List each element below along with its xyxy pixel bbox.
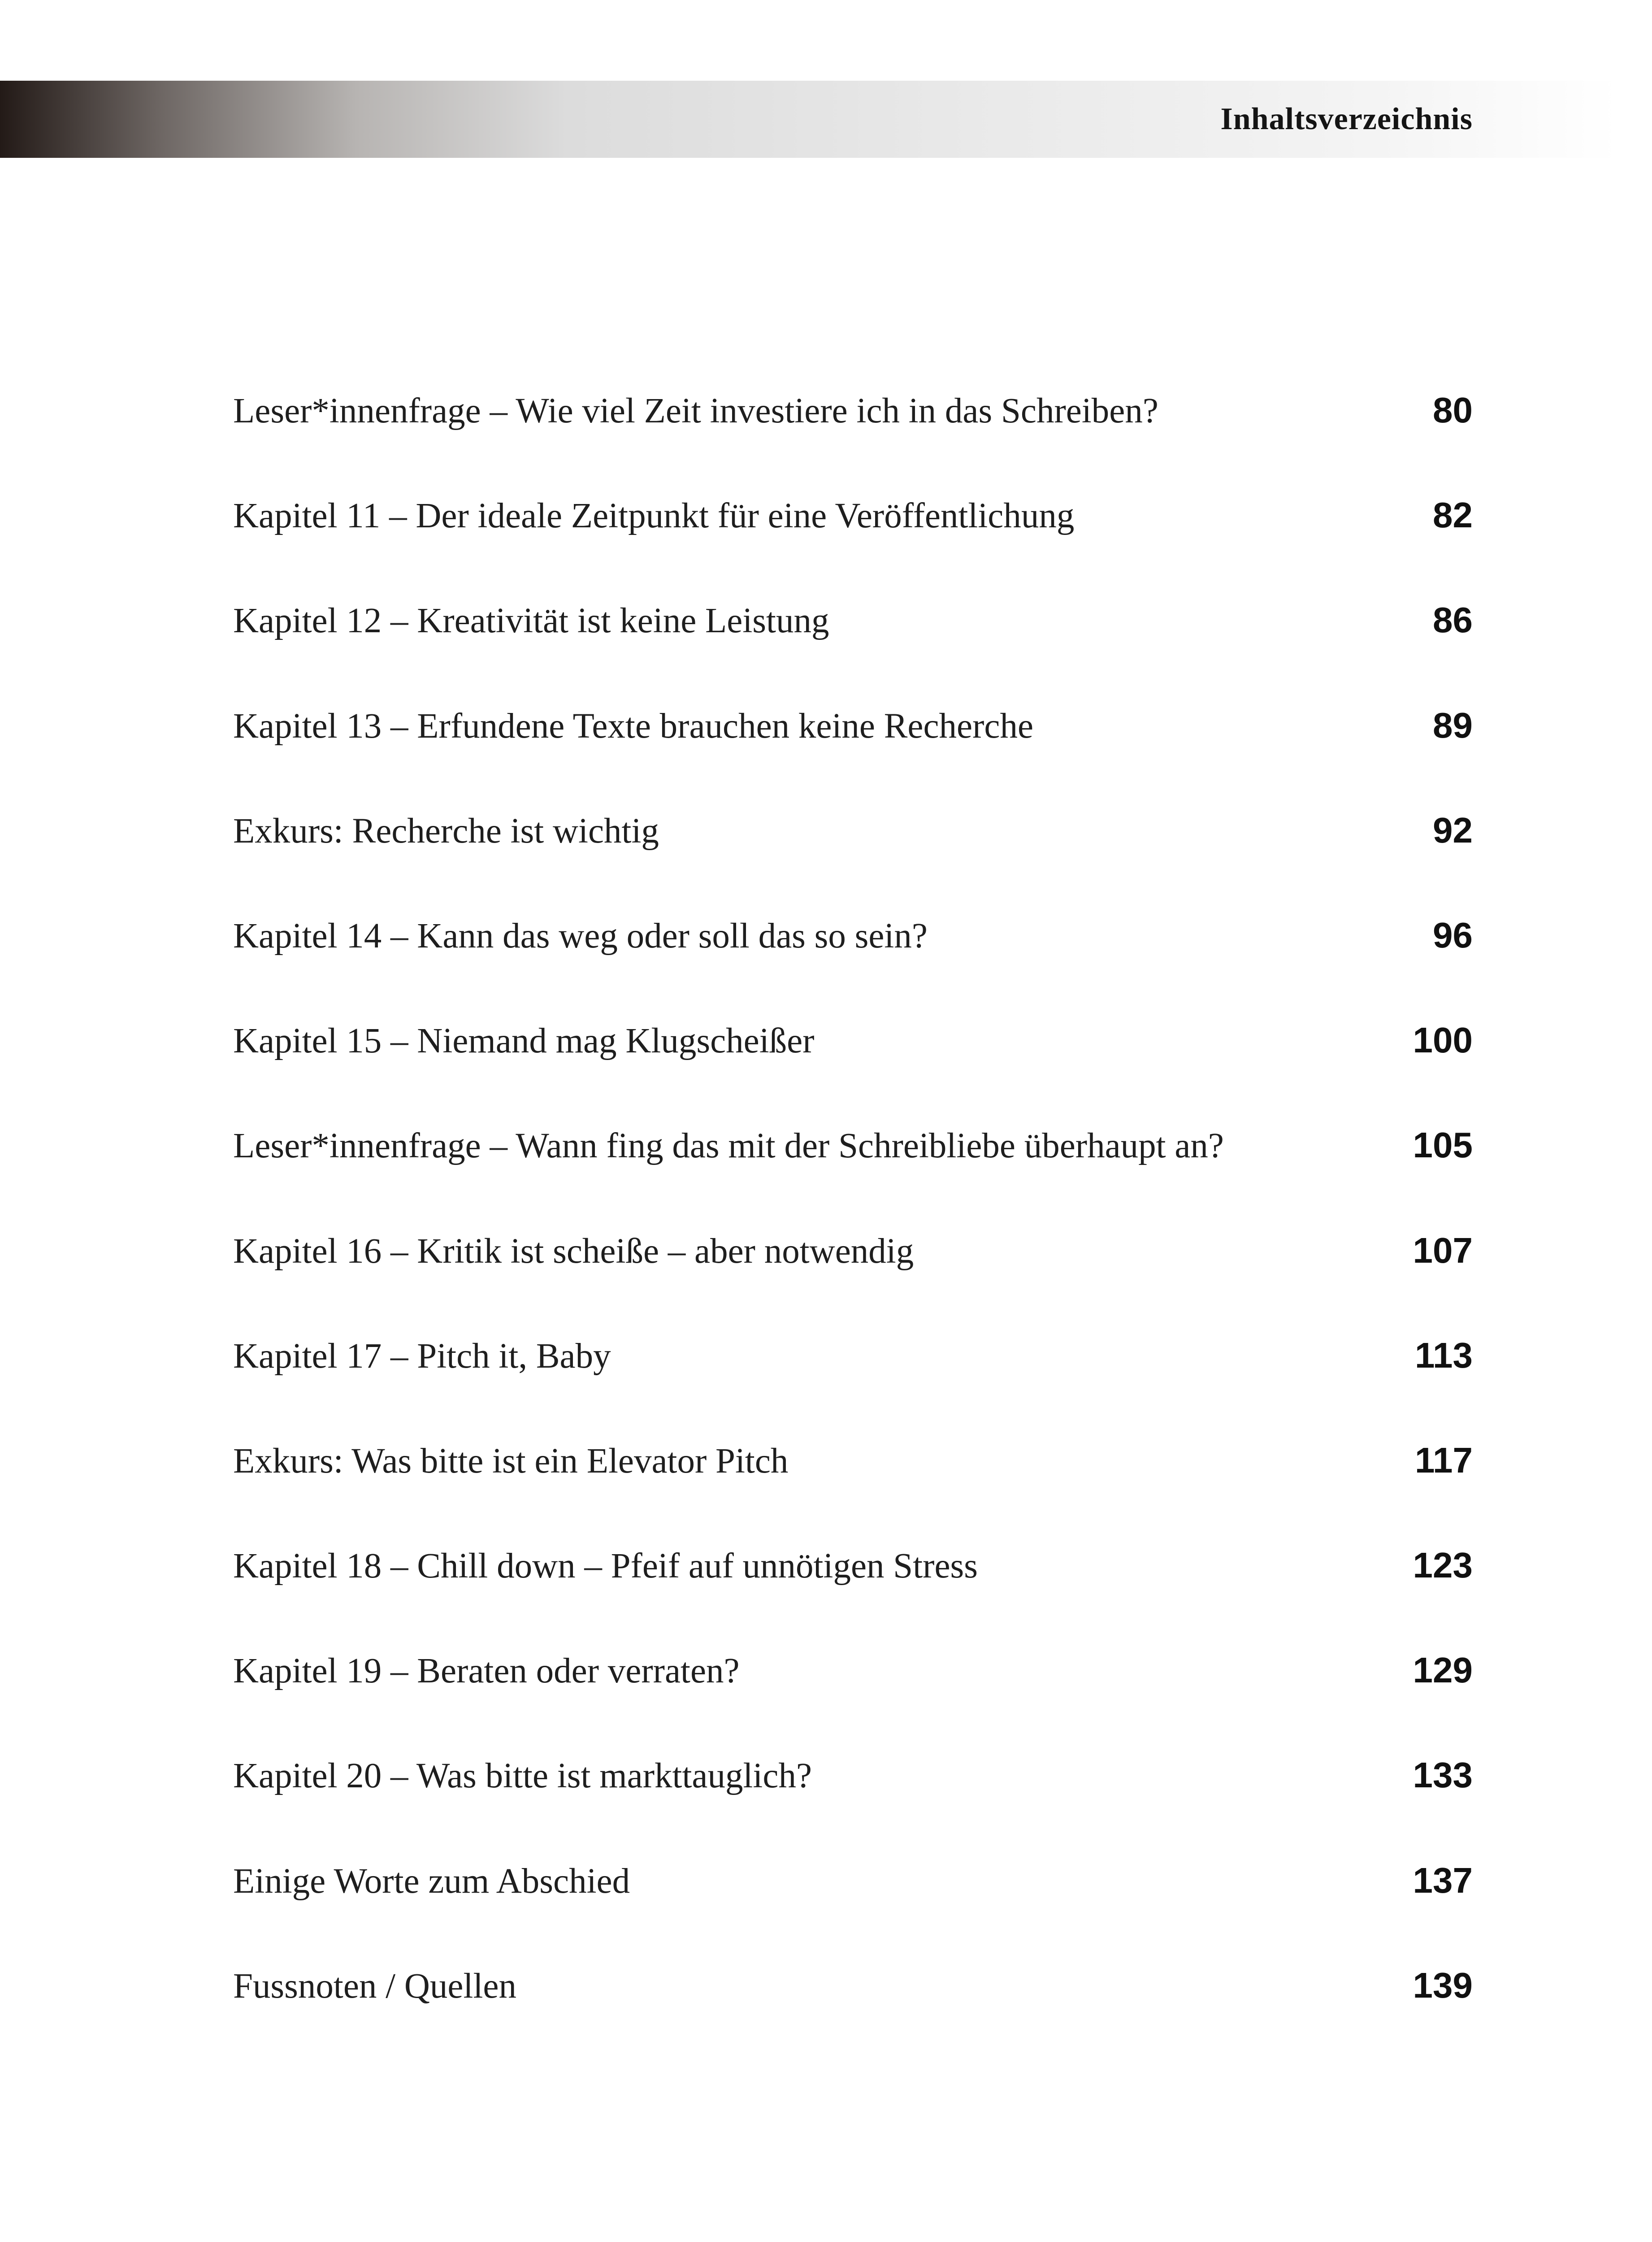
toc-entry[interactable]: [233, 908, 1473, 1013]
toc-entry[interactable]: [233, 1224, 1473, 1329]
toc-entry[interactable]: [233, 593, 1473, 698]
toc-entry-title: Kapitel 15 – Niemand mag Klugscheißer: [233, 1021, 815, 1061]
running-header-title: Inhaltsverzeichnis: [1220, 102, 1473, 136]
toc-entry-page: 92: [1433, 810, 1473, 850]
toc-entry-title: Einige Worte zum Abschied: [233, 1861, 630, 1901]
toc-entry-title: Kapitel 11 – Der ideale Zeitpunkt für eine Veröffentlichung: [233, 496, 1075, 536]
toc-entry[interactable]: [233, 1959, 1473, 2064]
toc-entry-title: Kapitel 14 – Kann das weg oder soll das so sein?: [233, 916, 928, 956]
toc-entry-page: 82: [1433, 495, 1473, 535]
toc-entry[interactable]: [233, 804, 1473, 908]
toc-entry[interactable]: [233, 1643, 1473, 1748]
toc-entry-title: Leser*innenfrage – Wie viel Zeit investiere ich in das Schreiben?: [233, 391, 1158, 430]
toc-entry[interactable]: [233, 1118, 1473, 1223]
toc-entry-title: Kapitel 19 – Beraten oder verraten?: [233, 1651, 740, 1691]
toc-entry-page: 133: [1413, 1755, 1473, 1795]
toc-entry-page: 137: [1413, 1860, 1473, 1900]
toc-entry-page: 80: [1433, 390, 1473, 430]
toc-entry[interactable]: [233, 1329, 1473, 1434]
toc-entry-title: Kapitel 12 – Kreativität ist keine Leistung: [233, 601, 829, 641]
toc-entry[interactable]: [233, 383, 1473, 488]
toc-entry-title: Kapitel 17 – Pitch it, Baby: [233, 1336, 611, 1376]
toc-entry[interactable]: [233, 699, 1473, 804]
table-of-contents: [233, 383, 1473, 2064]
toc-entry-page: 139: [1413, 1965, 1473, 2005]
toc-entry-title: Exkurs: Recherche ist wichtig: [233, 811, 659, 851]
toc-entry-page: 113: [1414, 1335, 1473, 1375]
toc-entry-title: Exkurs: Was bitte ist ein Elevator Pitch: [233, 1441, 789, 1481]
toc-entry-page: 89: [1433, 705, 1473, 745]
toc-entry-title: Fussnoten / Quellen: [233, 1966, 516, 2006]
toc-entry-title: Kapitel 13 – Erfundene Texte brauchen keine Recherche: [233, 706, 1034, 746]
toc-entry[interactable]: [233, 1748, 1473, 1853]
toc-entry-page: 100: [1413, 1020, 1473, 1060]
toc-entry[interactable]: [233, 1854, 1473, 1959]
toc-entry-page: 105: [1413, 1125, 1473, 1165]
toc-entry-title: Kapitel 16 – Kritik ist scheiße – aber notwendig: [233, 1231, 914, 1271]
toc-entry-title: Kapitel 18 – Chill down – Pfeif auf unnötigen Stress: [233, 1547, 978, 1586]
toc-entry-title: Kapitel 20 – Was bitte ist markttauglich?: [233, 1756, 812, 1796]
toc-entry-page: 107: [1413, 1230, 1473, 1270]
toc-entry-page: 96: [1433, 915, 1473, 955]
toc-entry-page: 129: [1413, 1650, 1473, 1690]
toc-entry-page: 117: [1414, 1440, 1473, 1480]
toc-entry-title: Leser*innenfrage – Wann fing das mit der Schreibliebe überhaupt an?: [233, 1126, 1224, 1166]
toc-entry[interactable]: [233, 1013, 1473, 1118]
toc-entry[interactable]: [233, 1538, 1473, 1643]
toc-entry-page: 86: [1433, 600, 1473, 640]
toc-entry-page: 123: [1413, 1545, 1473, 1586]
toc-entry[interactable]: [233, 488, 1473, 593]
toc-entry[interactable]: [233, 1434, 1473, 1538]
